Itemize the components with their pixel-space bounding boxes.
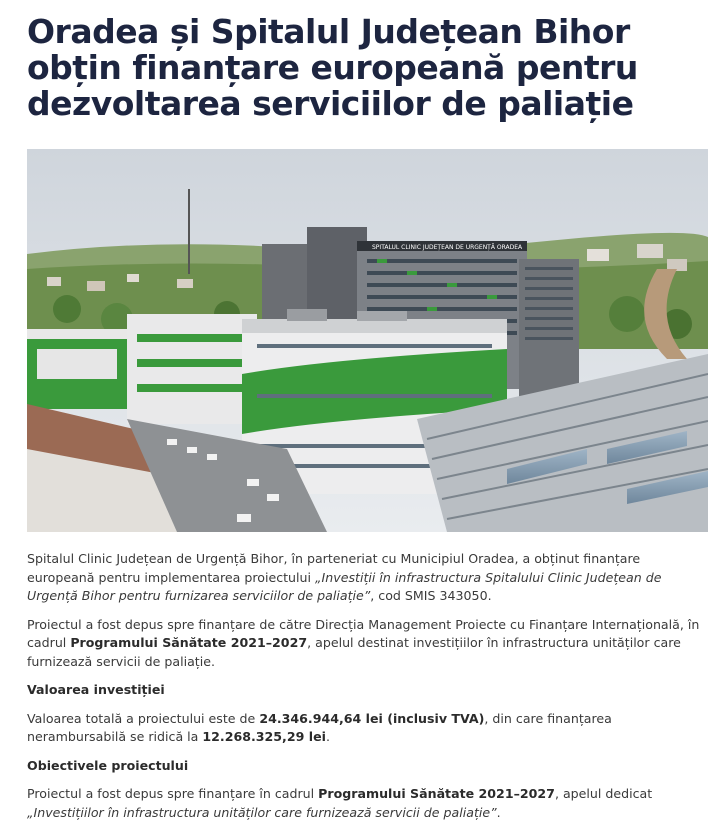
- heading-investment-value: Valoarea investiției: [27, 682, 165, 697]
- p2-text-end: , apelul destinat investițiilor în infrastructura unităților care furnizează servicii de paliație.: [27, 635, 681, 669]
- hospital-aerial-photo: [27, 149, 708, 532]
- p3-text-mid: , din care finanțarea nerambursabilă se ridică la: [27, 710, 612, 744]
- title-line-2: obțin finanțare europeană pentru: [27, 48, 638, 87]
- p1-text: Spitalul Clinic Județean de Urgență Bihor, în parteneriat cu Municipiul Oradea, a obținut finanțare europeană pentru implementarea proiectului: [27, 551, 641, 585]
- hospital-signage: SPITALUL CLINIC JUDEȚEAN DE URGENȚĂ ORADEA: [372, 244, 523, 251]
- p4-text: Proiectul a fost depus spre finanțare în cadrul: [27, 786, 319, 801]
- p3-grant-value: 12.268.325,29 lei: [202, 729, 326, 744]
- heading-project-objectives: Obiectivele proiectului: [27, 757, 189, 773]
- p4-call-title: „Investițiilor în infrastructura unităților care furnizează servicii de paliație”: [27, 804, 497, 820]
- title-line-1: Oradea și Spitalul Județean Bihor: [27, 12, 630, 51]
- p3-text: Valoarea totală a proiectului este de: [27, 710, 260, 726]
- paragraph-value: [27, 710, 707, 747]
- paragraph-submission: [27, 616, 707, 672]
- p4-program: Programului Sănătate 2021–2027: [318, 786, 555, 801]
- article: [27, 0, 707, 122]
- article-title: [27, 14, 707, 122]
- paragraph-intro: [27, 550, 707, 606]
- hospital-aerial-illustration: [27, 149, 708, 532]
- p2-text: Proiectul a fost depus spre finanțare de către Direcția Management Proiecte cu Finanțare Internațională, în cadrul: [27, 616, 700, 650]
- p4-text-mid: , apelul dedicat: [554, 786, 653, 801]
- paragraph-objectives: [27, 785, 707, 822]
- p1-code: , cod SMIS 343050.: [370, 588, 492, 603]
- p1-project-title: „Investiții în infrastructura Spitalului Clinic Județean de Urgență Bihor pentru furnizarea serviciilor de paliație”: [27, 569, 662, 603]
- p4-period: .: [496, 804, 501, 820]
- p3-total-value: 24.346.944,64 lei (inclusiv TVA): [259, 710, 485, 726]
- p3-period: .: [325, 729, 330, 744]
- p2-program: Programului Sănătate 2021–2027: [70, 635, 308, 650]
- title-line-3: dezvoltarea serviciilor de paliație: [27, 84, 634, 123]
- article-body: [27, 550, 707, 832]
